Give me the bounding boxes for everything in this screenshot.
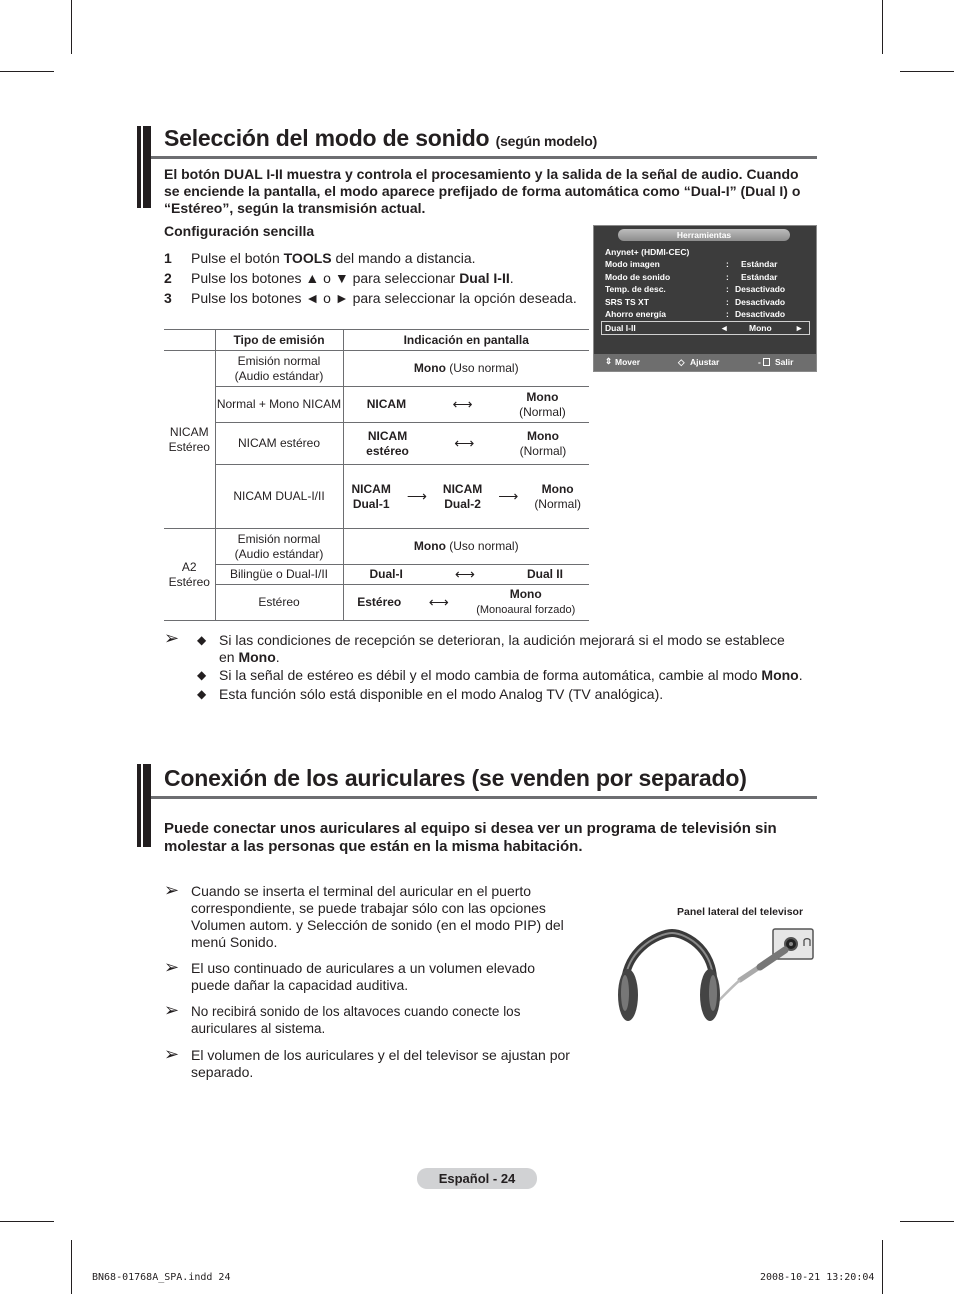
note-item: Cuando se inserta el terminal del auricular en el puerto correspondiente, se puede trabajar sólo con las opciones Volumen autom. y Selección de sonido (en el modo PIP) del menú Sonido. [191, 883, 564, 950]
menu-row: SRS TS XT : Desactivado [605, 297, 786, 307]
section-bar [143, 764, 151, 847]
table-header: Tipo de emisión Indicación en pantalla [164, 330, 589, 351]
section-intro: Puede conectar unos auriculares al equipo si desea ver un programa de televisión sin molestar a las personas que están en la misma habitación. [164, 820, 777, 855]
section-bar [137, 126, 141, 208]
config-title: Configuración sencilla [164, 223, 315, 239]
table-row: NICAM estéreo NICAM estéreo ⟷ Mono (Normal) [164, 423, 589, 465]
page-number: Español - 24 [417, 1168, 537, 1189]
headband [625, 933, 714, 995]
tools-menu-screenshot [593, 225, 817, 372]
menu-title: Herramientas [618, 229, 790, 241]
adjust-icon: ◇ [678, 357, 685, 367]
menu-row: Anynet+ (HDMI-CEC) [605, 247, 690, 257]
note-item: Si las condiciones de recepción se deterioran, la audición mejorará si el modo se establece en Mono. [219, 632, 785, 665]
date-slug: 2008-10-21 13:20:04 [760, 1272, 875, 1283]
note-item: Si la señal de estéreo es débil y el modo cambia de forma automática, cambie al modo Mono. [219, 667, 803, 683]
step-item: 2 Pulse los botones ▲ o ▼ para seleccionar Dual I-II. [164, 270, 514, 286]
table-row: A2 Estéreo Emisión normal (Audio estándar) Mono (Uso normal) [164, 529, 589, 565]
bullet-icon: ◆ [197, 668, 207, 682]
crop-mark [882, 1240, 883, 1294]
exit-icon: - [758, 357, 761, 367]
title-rule [151, 796, 817, 799]
section-intro: El botón DUAL I-II muestra y controla el procesamiento y la salida de la señal de audio. Cuando se enciende la pantalla, el modo aparece prefijado de forma automática como “Dual-I” (Dual I) o “Estéreo”, según la transmisión actual. [164, 166, 801, 216]
crop-mark [71, 1240, 72, 1294]
note-arrow-icon: ➢ [164, 957, 180, 977]
section-bar [143, 126, 151, 208]
note-item: El uso continuado de auriculares a un volumen elevado puede dañar la capacidad auditiva. [191, 960, 536, 993]
bullet-icon: ◆ [197, 633, 207, 647]
group-label: NICAM Estéreo [164, 351, 215, 529]
note-arrow-icon: ➢ [164, 1000, 180, 1020]
title-rule [151, 156, 817, 159]
crop-mark [900, 1221, 954, 1222]
table-row: Bilingüe o Dual-I/II Dual-I ⟷ Dual II [164, 565, 589, 585]
crop-mark [0, 71, 54, 72]
crop-mark [71, 0, 72, 54]
headphones-illustration [610, 925, 820, 1030]
step-item: 1 Pulse el botón TOOLS del mando a distancia. [164, 250, 476, 266]
note-arrow-icon: ➢ [164, 1044, 180, 1064]
note-item: El volumen de los auriculares y el del televisor se ajustan por separado. [191, 1047, 570, 1080]
menu-row: Modo imagen : Estándar [605, 259, 778, 269]
menu-row-selected: Dual I-II ◄ Mono ► [601, 321, 810, 335]
table-row: Estéreo Estéreo ⟷ Mono (Monoaural forzado) [164, 585, 589, 621]
menu-row: Ahorro energía : Desactivado [605, 309, 786, 319]
table-row: NICAM Estéreo Emisión normal (Audio estándar) Mono (Uso normal) [164, 351, 589, 387]
section-bar [137, 764, 141, 847]
panel-label: Panel lateral del televisor [677, 906, 804, 918]
section-title: Conexión de los auriculares (se venden por separado) [164, 765, 747, 791]
note-arrow-icon: ➢ [164, 880, 180, 900]
move-icon: ⇕ [605, 356, 613, 366]
bullet-icon: ◆ [197, 687, 207, 701]
menu-row: Modo de sonido : Estándar [605, 272, 778, 282]
step-item: 3 Pulse los botones ◄ o ► para seleccionar la opción deseada. [164, 290, 577, 306]
menu-footer: ⇕ Mover ◇ Ajustar - Salir [594, 354, 816, 371]
file-slug: BN68-01768A_SPA.indd 24 [92, 1272, 231, 1283]
broadcast-table [164, 329, 589, 621]
steps-list [164, 248, 594, 308]
group-label: A2 Estéreo [164, 529, 215, 621]
note-item: No recibirá sonido de los altavoces cuando conecte los auriculares al sistema. [191, 1004, 521, 1036]
note-item: Esta función sólo está disponible en el modo Analog TV (TV analógica). [219, 686, 664, 702]
crop-mark [0, 1221, 54, 1222]
crop-mark [900, 71, 954, 72]
table-row: NICAM DUAL-I/II NICAM Dual-1 ⟶ NICAM Dual-2 ⟶ Mono (Normal) [164, 465, 589, 529]
note-arrow-icon: ➢ [164, 628, 180, 648]
menu-row: Temp. de desc. : Desactivado [605, 284, 786, 294]
crop-mark [882, 0, 883, 54]
section-title: Selección del modo de sonido (según modelo) [164, 125, 598, 151]
table-row: Normal + Mono NICAM NICAM ⟷ Mono (Normal) [164, 387, 589, 423]
